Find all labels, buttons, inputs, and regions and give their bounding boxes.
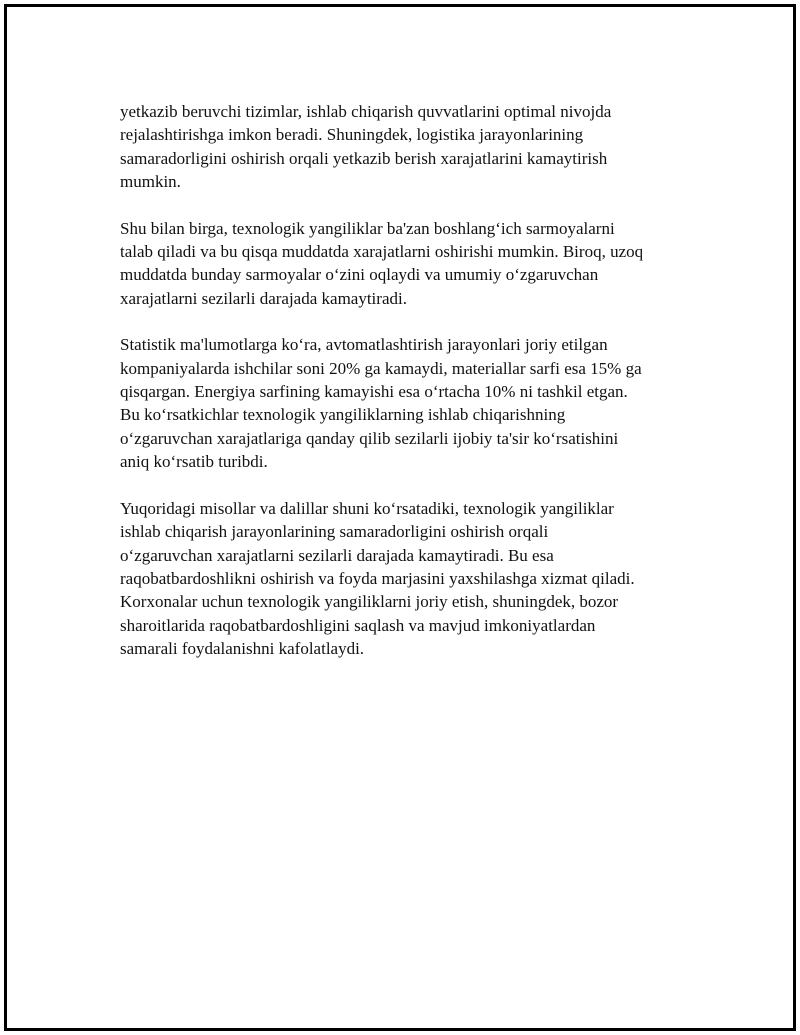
text-line: muddatda bunday sarmoyalar o‘zini oqlaydi va umumiy o‘zgaruvchan	[120, 265, 599, 285]
paragraph-3	[120, 333, 700, 473]
text-line: xarajatlarni sezilarli darajada kamaytiradi.	[120, 288, 407, 308]
text-line: samarali foydalanishni kafolatlaydi.	[120, 639, 365, 659]
text-line: Shu bilan birga, texnologik yangiliklar ba'zan boshlang‘ich sarmoyalarni	[120, 218, 615, 238]
text-line: aniq ko‘rsatib turibdi.	[120, 452, 268, 472]
text-line: samaradorligini oshirish orqali yetkazib berish xarajatlarini kamaytirish	[120, 148, 608, 168]
text-line: Yuqoridagi misollar va dalillar shuni ko‘rsatadiki, texnologik yangiliklar	[120, 498, 614, 518]
paragraph-1	[120, 100, 700, 194]
text-line: qisqargan. Energiya sarfining kamayishi esa o‘rtacha 10% ni tashkil etgan.	[120, 382, 628, 402]
text-line: Bu ko‘rsatkichlar texnologik yangiliklarning ishlab chiqarishning	[120, 405, 566, 425]
text-line: raqobatbardoshlikni oshirish va foyda marjasini yaxshilashga xizmat qiladi.	[120, 568, 635, 588]
paragraph-2	[120, 217, 700, 311]
text-line: o‘zgaruvchan xarajatlariga qanday qilib sezilarli ijobiy ta'sir ko‘rsatishini	[120, 428, 619, 448]
text-line: ishlab chiqarish jarayonlarining samaradorligini oshirish orqali	[120, 522, 549, 542]
text-line: rejalashtirishga imkon beradi. Shuningdek, logistika jarayonlarining	[120, 125, 584, 145]
page-frame	[4, 4, 796, 1031]
text-line: mumkin.	[120, 172, 181, 192]
text-line: yetkazib beruvchi tizimlar, ishlab chiqarish quvvatlarini optimal nivojda	[120, 102, 612, 121]
paragraph-4	[120, 497, 700, 661]
text-line: Statistik ma'lumotlarga ko‘ra, avtomatlashtirish jarayonlari joriy etilgan	[120, 335, 608, 355]
text-line: kompaniyalarda ishchilar soni 20% ga kamaydi, materiallar sarfi esa 15% ga	[120, 358, 642, 378]
text-line: sharoitlarida raqobatbardoshligini saqlash va mavjud imkoniyatlardan	[120, 615, 596, 635]
text-line: Korxonalar uchun texnologik yangiliklarni joriy etish, shuningdek, bozor	[120, 592, 619, 612]
page-body	[120, 100, 700, 684]
text-line: talab qiladi va bu qisqa muddatda xarajatlarni oshirishi mumkin. Biroq, uzoq	[120, 242, 644, 262]
text-line: o‘zgaruvchan xarajatlarni sezilarli darajada kamaytiradi. Bu esa	[120, 545, 554, 565]
